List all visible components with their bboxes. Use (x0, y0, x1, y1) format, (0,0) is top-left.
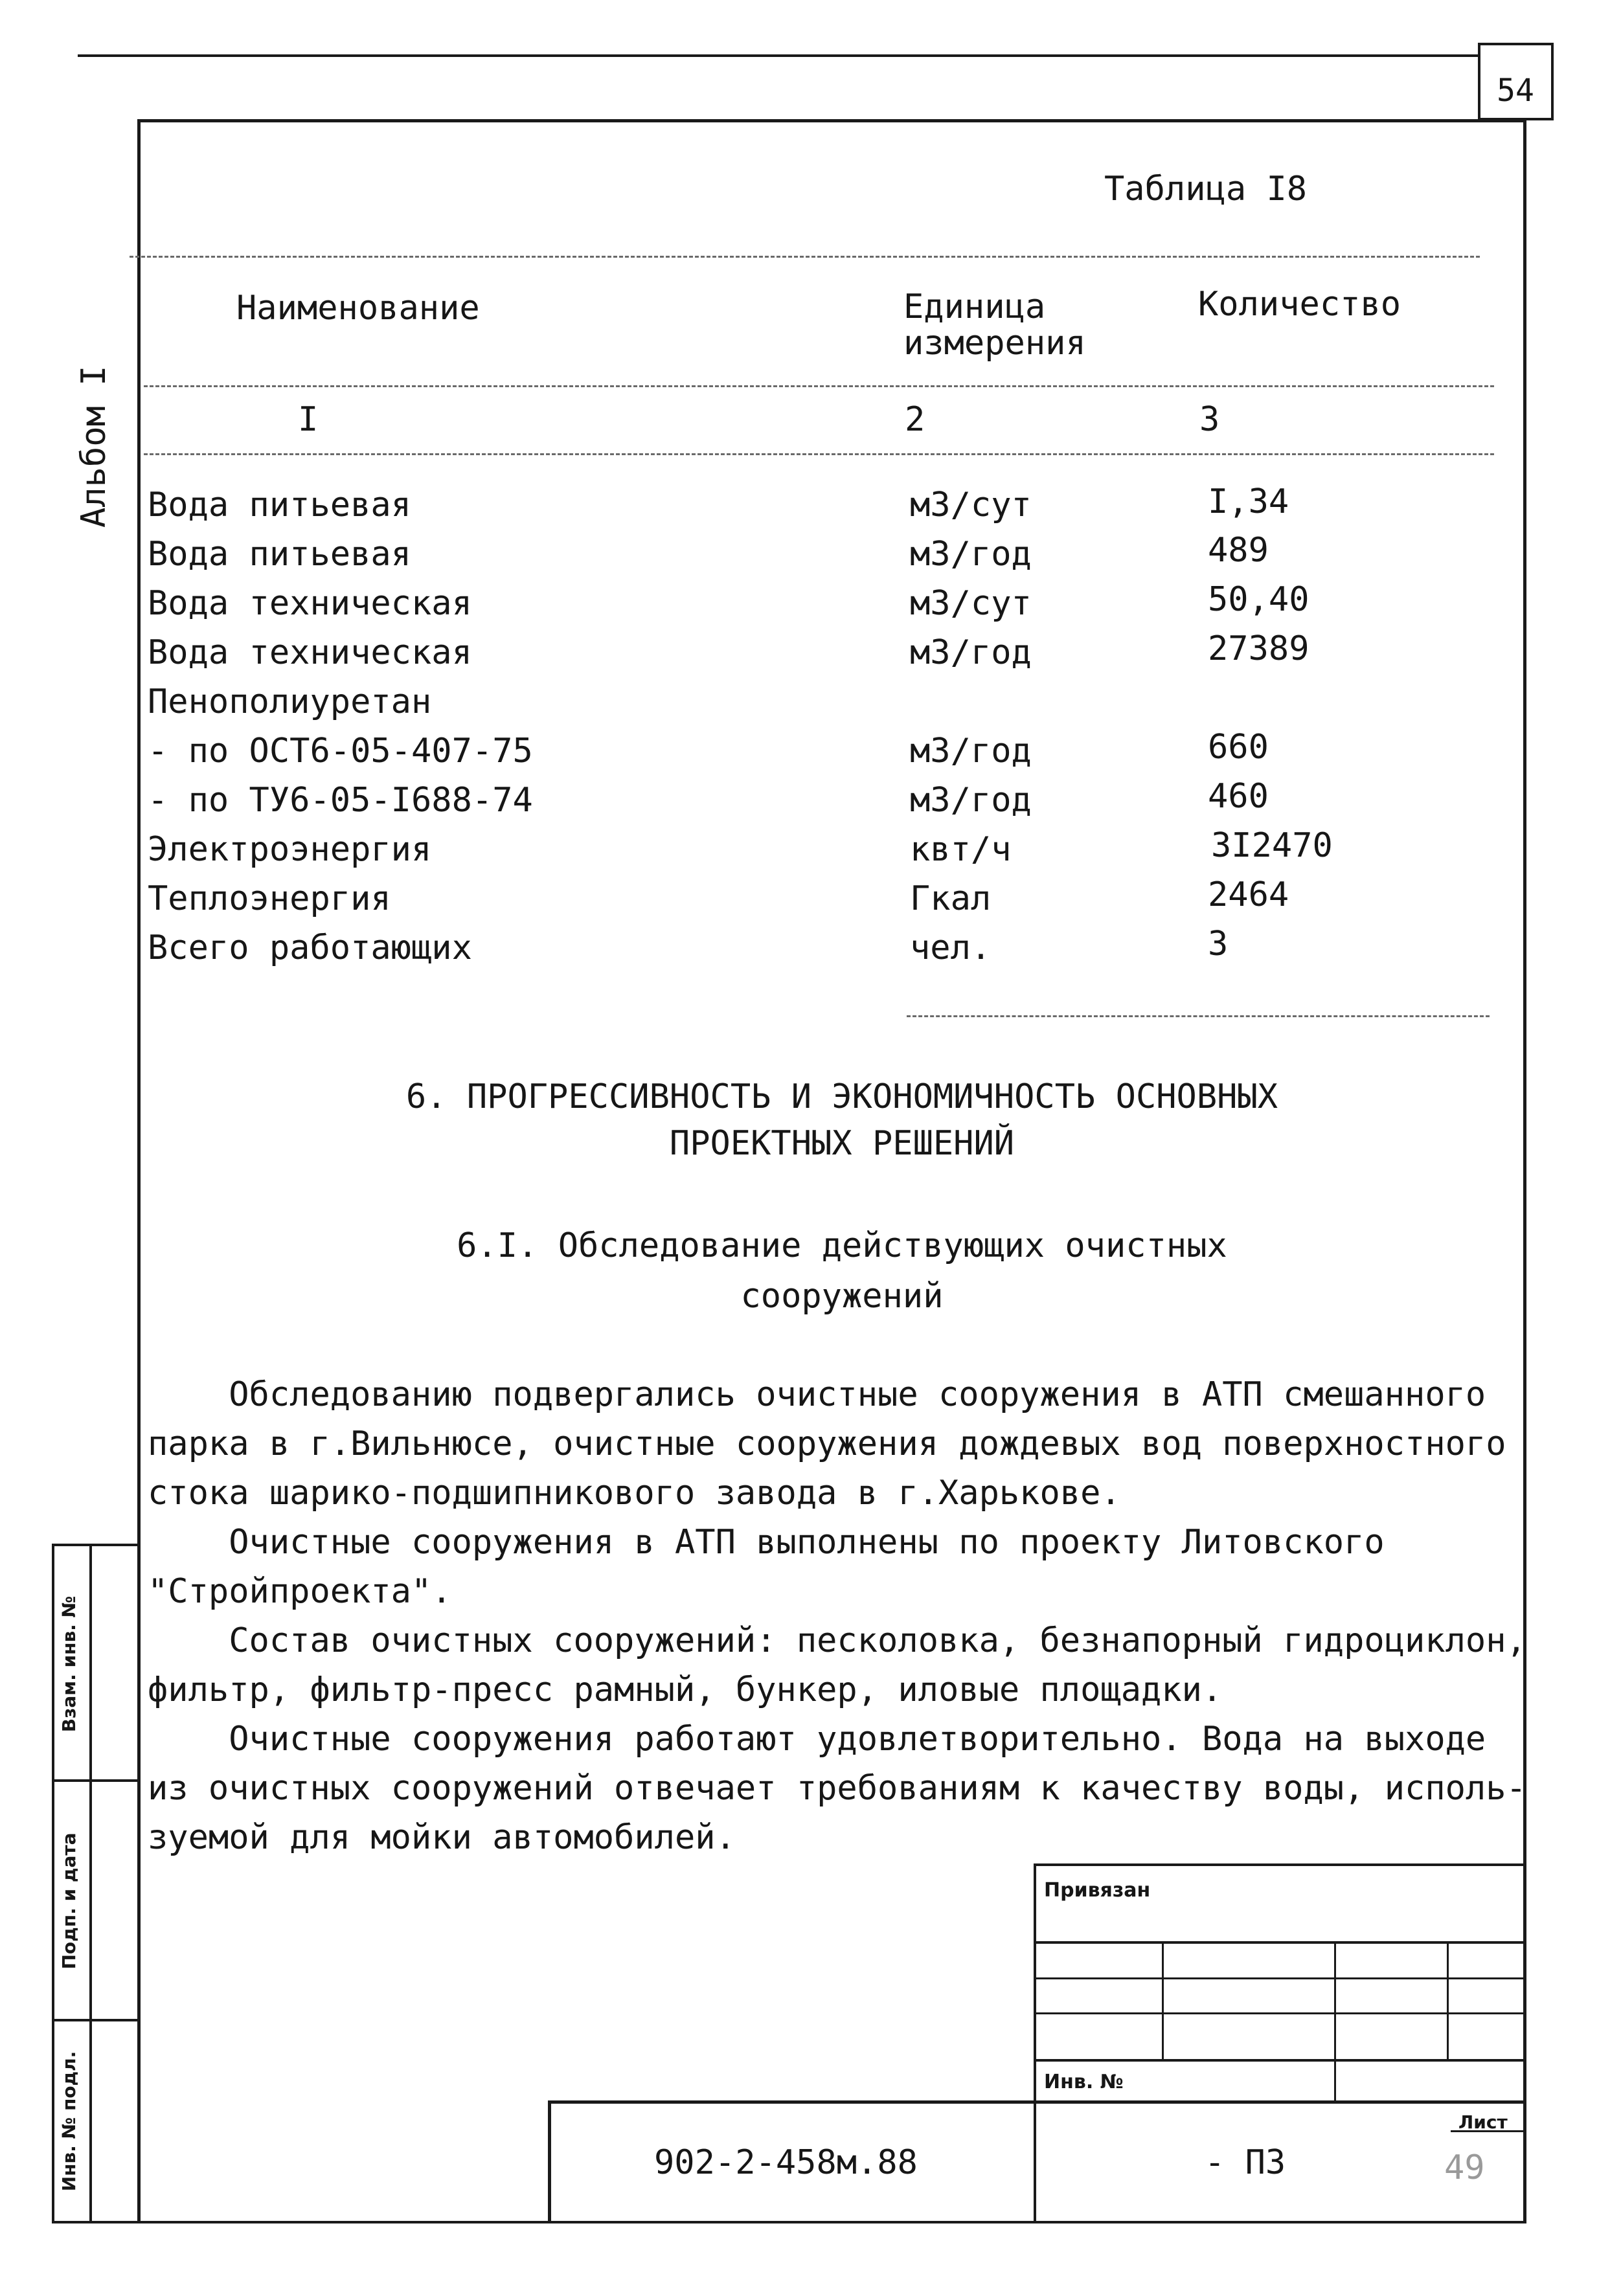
vzam-inv-label: Взам. инв. № (58, 1595, 80, 1733)
row-unit: м3/год (910, 633, 1032, 672)
stamp-grid-col (1162, 1941, 1164, 2059)
colnum-1: I (298, 400, 319, 439)
podp-data-label: Подп. и дата (58, 1832, 80, 1970)
frame-bottom (137, 2221, 1526, 2223)
body-line: "Стройпроекта". (148, 1572, 452, 1611)
row-qty: 27389 (1208, 629, 1310, 668)
header-rule (144, 385, 1494, 387)
row-name: Вода питьевая (148, 486, 411, 524)
body-line: стока шарико-подшипникового завода в г.Харькове. (148, 1474, 1121, 1513)
row-qty: 50,40 (1208, 580, 1310, 619)
stamp-grid-left (1034, 1863, 1036, 2221)
row-name: - по ОСТ6-05-407-75 (148, 732, 533, 771)
inv-label: Инв. № (1044, 2071, 1124, 2093)
table-bottom-rule (907, 1015, 1490, 1017)
row-name: Вода техническая (148, 584, 472, 623)
side-stamp-mid (89, 1544, 92, 2221)
doc-code: 902-2-458м.88 (654, 2143, 918, 2182)
colnum-rule (144, 453, 1494, 455)
stamp-grid-row (1034, 1941, 1526, 1944)
row-qty: 2464 (1208, 875, 1289, 914)
top-rule (78, 54, 1480, 57)
row-unit: Гкал (910, 879, 992, 918)
row-name: Электроэнергия (148, 830, 432, 869)
row-name: Вода техническая (148, 633, 472, 672)
stamp-grid-row (1034, 2059, 1526, 2062)
header-name: Наименование (236, 289, 480, 328)
page-box-right (1478, 43, 1480, 120)
stamp-grid-col (1447, 1941, 1449, 2059)
subsection-heading: 6.I. Обследование действующих очистных (457, 1226, 1227, 1265)
row-qty: 3I2470 (1211, 826, 1333, 865)
row-unit: м3/сут (910, 486, 1032, 524)
sheet-label: Лист (1458, 2111, 1508, 2133)
row-unit: м3/год (910, 781, 1032, 820)
body-line: Очистные сооружения работают удовлетворительно. Вода на выходе (148, 1720, 1486, 1759)
stamp-grid-row (1034, 1977, 1526, 1979)
side-stamp-left (52, 1544, 54, 2221)
colnum-3: 3 (1199, 400, 1220, 439)
header-qty: Количество (1198, 285, 1401, 324)
page-box-top (1478, 43, 1552, 45)
row-unit: м3/сут (910, 584, 1032, 623)
sheet-number: 49 (1444, 2148, 1485, 2187)
frame-right (1523, 119, 1526, 2223)
body-line: Очистные сооружения в АТП выполнены по проекту Литовского (148, 1523, 1385, 1562)
row-unit: чел. (910, 929, 992, 967)
table-top-rule (130, 256, 1480, 258)
row-name: Пенополиуретан (148, 682, 432, 721)
stamp-grid-row (1034, 2012, 1526, 2014)
body-line: фильтр, фильтр-пресс рамный, бункер, иловые площадки. (148, 1671, 1223, 1709)
row-qty: 660 (1208, 728, 1269, 767)
row-name: Всего работающих (148, 929, 472, 967)
body-line: из очистных сооружений отвечает требованиям к качеству воды, исполь- (148, 1769, 1526, 1808)
page-number: 54 (1497, 73, 1534, 109)
inv-podl-label: Инв. № подл. (58, 2051, 80, 2192)
row-qty: I,34 (1208, 482, 1289, 521)
stamp-grid-col (1334, 1941, 1336, 2100)
row-qty: 489 (1208, 531, 1269, 570)
title-block-top (548, 2100, 1526, 2104)
row-name: Теплоэнергия (148, 879, 391, 918)
body-line: Состав очистных сооружений: песколовка, безнапорный гидроциклон, (148, 1621, 1526, 1660)
row-qty: 3 (1208, 925, 1229, 963)
row-qty: 460 (1208, 777, 1269, 816)
body-line: зуемой для мойки автомобилей. (148, 1818, 736, 1857)
frame-left (137, 119, 141, 2223)
header-unit: Единица измерения (903, 287, 1086, 363)
side-stamp-top (52, 1544, 139, 1546)
stamp-grid-top (1034, 1863, 1526, 1866)
doc-suffix: - ПЗ (1205, 2143, 1286, 2182)
subsection-heading-cont: сооружений (740, 1277, 944, 1316)
section-heading: 6. ПРОГРЕССИВНОСТЬ И ЭКОНОМИЧНОСТЬ ОСНОВНЫХ (405, 1077, 1278, 1116)
row-unit: м3/год (910, 535, 1032, 574)
bound-label: Привязан (1044, 1879, 1151, 1902)
row-name: Вода питьевая (148, 535, 411, 574)
album-label: Альбом I (74, 365, 113, 528)
colnum-2: 2 (905, 400, 925, 439)
section-heading-cont: ПРОЕКТНЫХ РЕШЕНИЙ (669, 1124, 1015, 1163)
frame-top (137, 119, 1526, 122)
row-name: - по ТУ6-05-I688-74 (148, 781, 533, 820)
row-unit: квт/ч (910, 830, 1012, 869)
title-block-left (548, 2100, 551, 2223)
body-line: Обследованию подвергались очистные сооружения в АТП смешанного (148, 1375, 1486, 1414)
row-unit: м3/год (910, 732, 1032, 771)
body-line: парка в г.Вильнюсе, очистные сооружения дождевых вод поверхностного (148, 1424, 1506, 1463)
page-box-right-edge (1551, 43, 1554, 119)
table-title: Таблица I8 (1104, 170, 1308, 208)
